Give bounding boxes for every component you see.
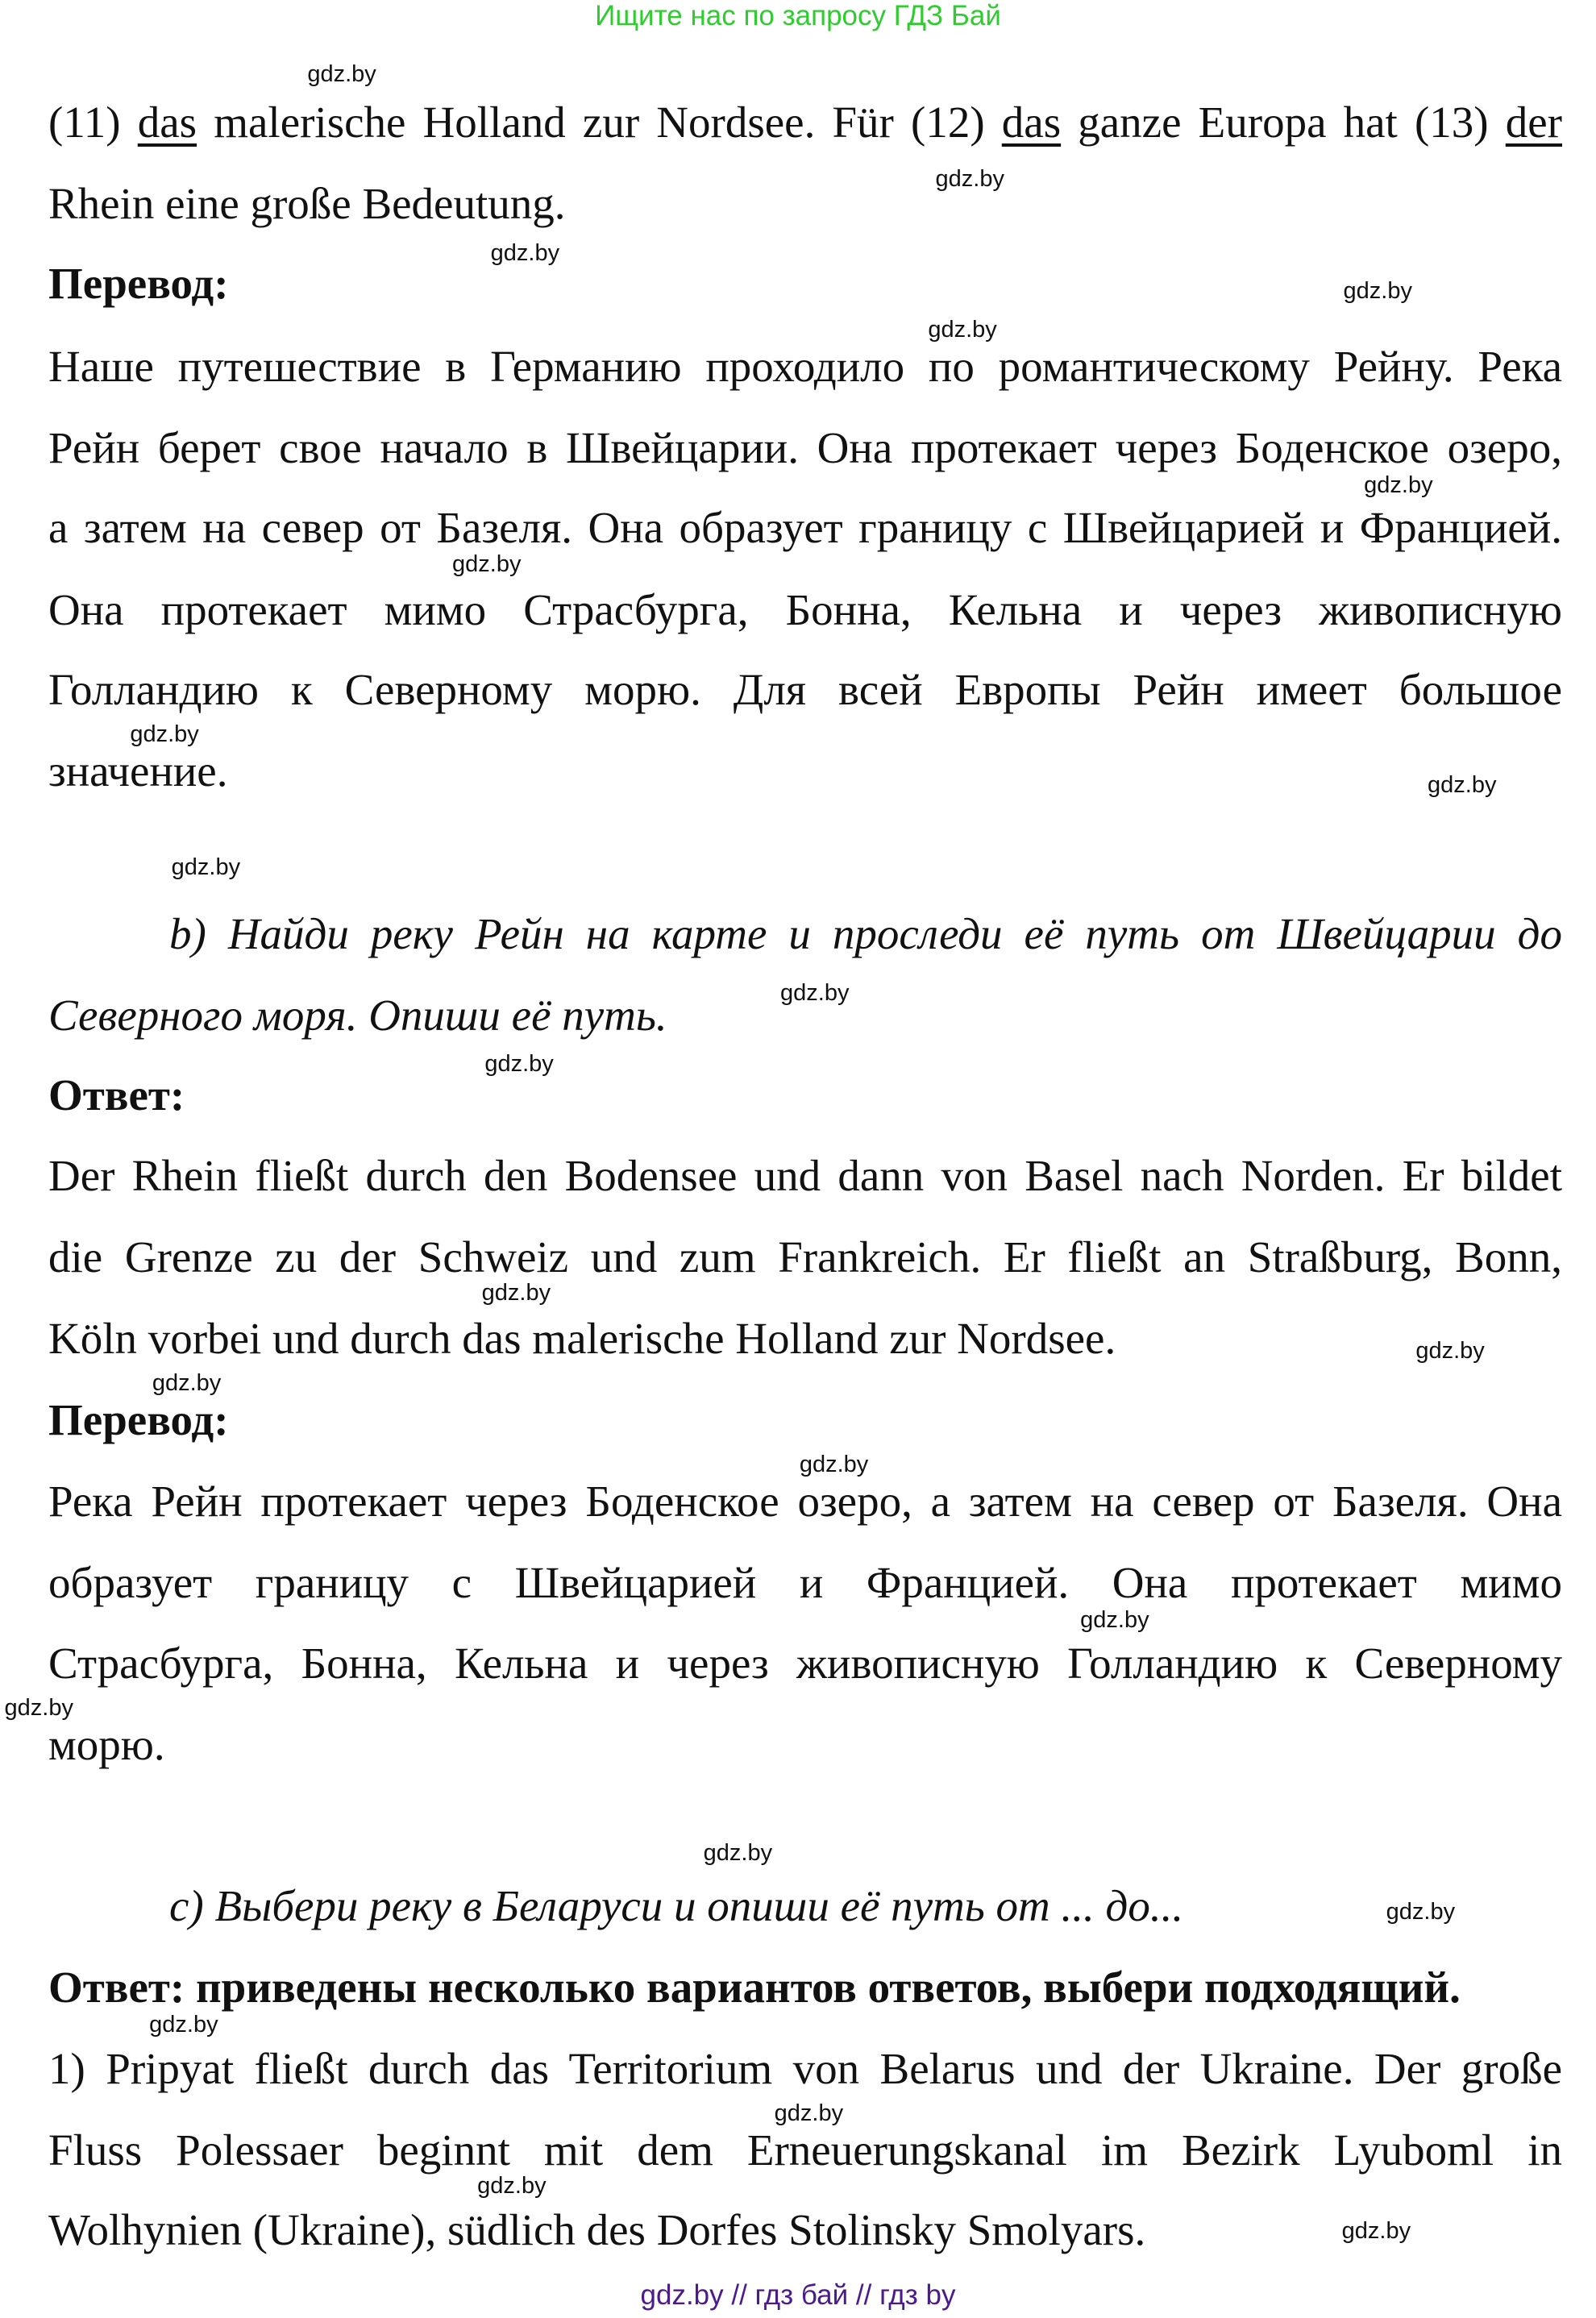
watermark: gdz.by xyxy=(484,1051,554,1077)
watermark: gdz.by xyxy=(1415,1337,1485,1364)
text-segment: malerische Holland zur Nordsee. Für (12) xyxy=(197,98,1002,147)
watermark: gdz.by xyxy=(152,1369,222,1396)
watermark: gdz.by xyxy=(799,1451,869,1477)
text-segment: c) Выбери реку в Беларуси и опиши её путь от ... до... xyxy=(169,1881,1184,1930)
text-segment: 1) Pripyat fließt durch das Territorium von Belarus und der Ukraine. Der große xyxy=(48,2043,1562,2093)
text-line xyxy=(48,181,566,226)
text-line xyxy=(48,1722,165,1768)
text-segment: значение. xyxy=(48,746,228,796)
watermark: gdz.by xyxy=(490,239,560,266)
text-segment: Северного моря. Опиши её путь. xyxy=(48,990,667,1040)
watermark: gdz.by xyxy=(1386,1899,1456,1925)
section-heading xyxy=(48,1070,185,1120)
text-line xyxy=(48,502,1562,552)
text-line xyxy=(48,1639,1562,1689)
text-line xyxy=(48,990,667,1040)
text-segment: Она протекает мимо Страсбурга, Бонна, Кельна и через живописную xyxy=(48,585,1562,635)
watermark: gdz.by xyxy=(703,1840,773,1866)
text-line xyxy=(48,2204,1146,2254)
text-segment: Ответ: приведены несколько вариантов ответов, выбери подходящий. xyxy=(48,1962,1461,2012)
text-segment: Köln vorbei und durch das malerische Holland zur Nordsee. xyxy=(48,1314,1116,1363)
text-segment: b) Найди реку Рейн на карте и проследи её путь от Швейцарии до xyxy=(169,908,1562,958)
text-line xyxy=(169,908,1562,958)
text-line xyxy=(48,1316,1116,1361)
text-line xyxy=(48,2125,1562,2175)
text-line xyxy=(48,2043,1562,2093)
section-heading xyxy=(48,1394,229,1444)
site-footer[interactable]: gdz.by // гдз бай // гдз by xyxy=(640,2279,956,2311)
watermark: gdz.by xyxy=(149,2011,218,2038)
text-segment: Перевод: xyxy=(48,1394,229,1444)
watermark: gdz.by xyxy=(935,165,1004,192)
text-line xyxy=(48,665,1562,715)
underlined-answer: der xyxy=(1505,98,1562,147)
watermark: gdz.by xyxy=(774,2100,844,2126)
text-segment: морю. xyxy=(48,1720,165,1770)
text-segment: Река Рейн протекает через Боденское озеро, а затем на север от Базеля. Она xyxy=(48,1476,1562,1526)
text-line xyxy=(48,746,228,796)
watermark: gdz.by xyxy=(1428,771,1497,798)
underlined-answer: das xyxy=(137,98,197,147)
watermark: gdz.by xyxy=(1341,2218,1411,2245)
text-segment: Наше путешествие в Германию проходило по романтическому Рейну. Река xyxy=(48,341,1562,391)
site-banner: Ищите нас по запросу ГДЗ Бай xyxy=(595,0,1001,31)
text-segment: Перевод: xyxy=(48,259,229,308)
watermark: gdz.by xyxy=(452,551,522,578)
text-segment: а затем на север от Базеля. Она образует границу с Швейцарией и Францией. xyxy=(48,502,1562,552)
watermark: gdz.by xyxy=(130,721,199,747)
text-segment: Rhein eine große Bedeutung. xyxy=(48,179,566,228)
text-segment: Рейн берет свое начало в Швейцарии. Она протекает через Боденское озеро, xyxy=(48,422,1562,472)
watermark: gdz.by xyxy=(4,1695,73,1722)
text-segment: Fluss Polessaer beginnt mit dem Erneuerungskanal im Bezirk Lyuboml in xyxy=(48,2125,1562,2175)
text-segment: ganze Europa hat (13) xyxy=(1061,98,1506,147)
watermark: gdz.by xyxy=(171,854,241,881)
text-line xyxy=(48,1151,1562,1201)
section-heading xyxy=(48,1962,1461,2012)
text-line xyxy=(169,1881,1184,1930)
text-line xyxy=(48,1232,1562,1282)
watermark: gdz.by xyxy=(1080,1606,1149,1633)
watermark: gdz.by xyxy=(307,60,376,87)
text-segment: Страсбурга, Бонна, Кельна и через живописную Голландию к Северному xyxy=(48,1639,1562,1689)
text-segment: Ответ: xyxy=(48,1070,185,1120)
watermark: gdz.by xyxy=(780,980,850,1006)
text-line xyxy=(48,585,1562,635)
text-line xyxy=(48,422,1562,472)
text-segment: Der Rhein fließt durch den Bodensee und dann von Basel nach Norden. Er bildet xyxy=(48,1151,1562,1201)
text-line xyxy=(48,1476,1562,1526)
text-segment: образует границу с Швейцарией и Францией. Она протекает мимо xyxy=(48,1557,1562,1607)
watermark: gdz.by xyxy=(928,316,997,343)
text-segment: Wolhynien (Ukraine), südlich des Dorfes Stolinsky Smolyars. xyxy=(48,2204,1146,2254)
underlined-answer: das xyxy=(1001,98,1062,147)
watermark: gdz.by xyxy=(477,2172,547,2199)
watermark: gdz.by xyxy=(1364,471,1433,498)
watermark: gdz.by xyxy=(1343,278,1412,305)
watermark: gdz.by xyxy=(481,1280,551,1306)
text-segment: die Grenze zu der Schweiz und zum Frankreich. Er fließt an Straßburg, Bonn, xyxy=(48,1232,1562,1282)
section-heading xyxy=(48,261,229,306)
text-line xyxy=(48,100,1562,145)
text-line xyxy=(48,1557,1562,1607)
text-line xyxy=(48,341,1562,391)
text-segment: Голландию к Северному морю. Для всей Европы Рейн имеет большое xyxy=(48,665,1562,715)
text-segment: (11) xyxy=(48,98,138,147)
